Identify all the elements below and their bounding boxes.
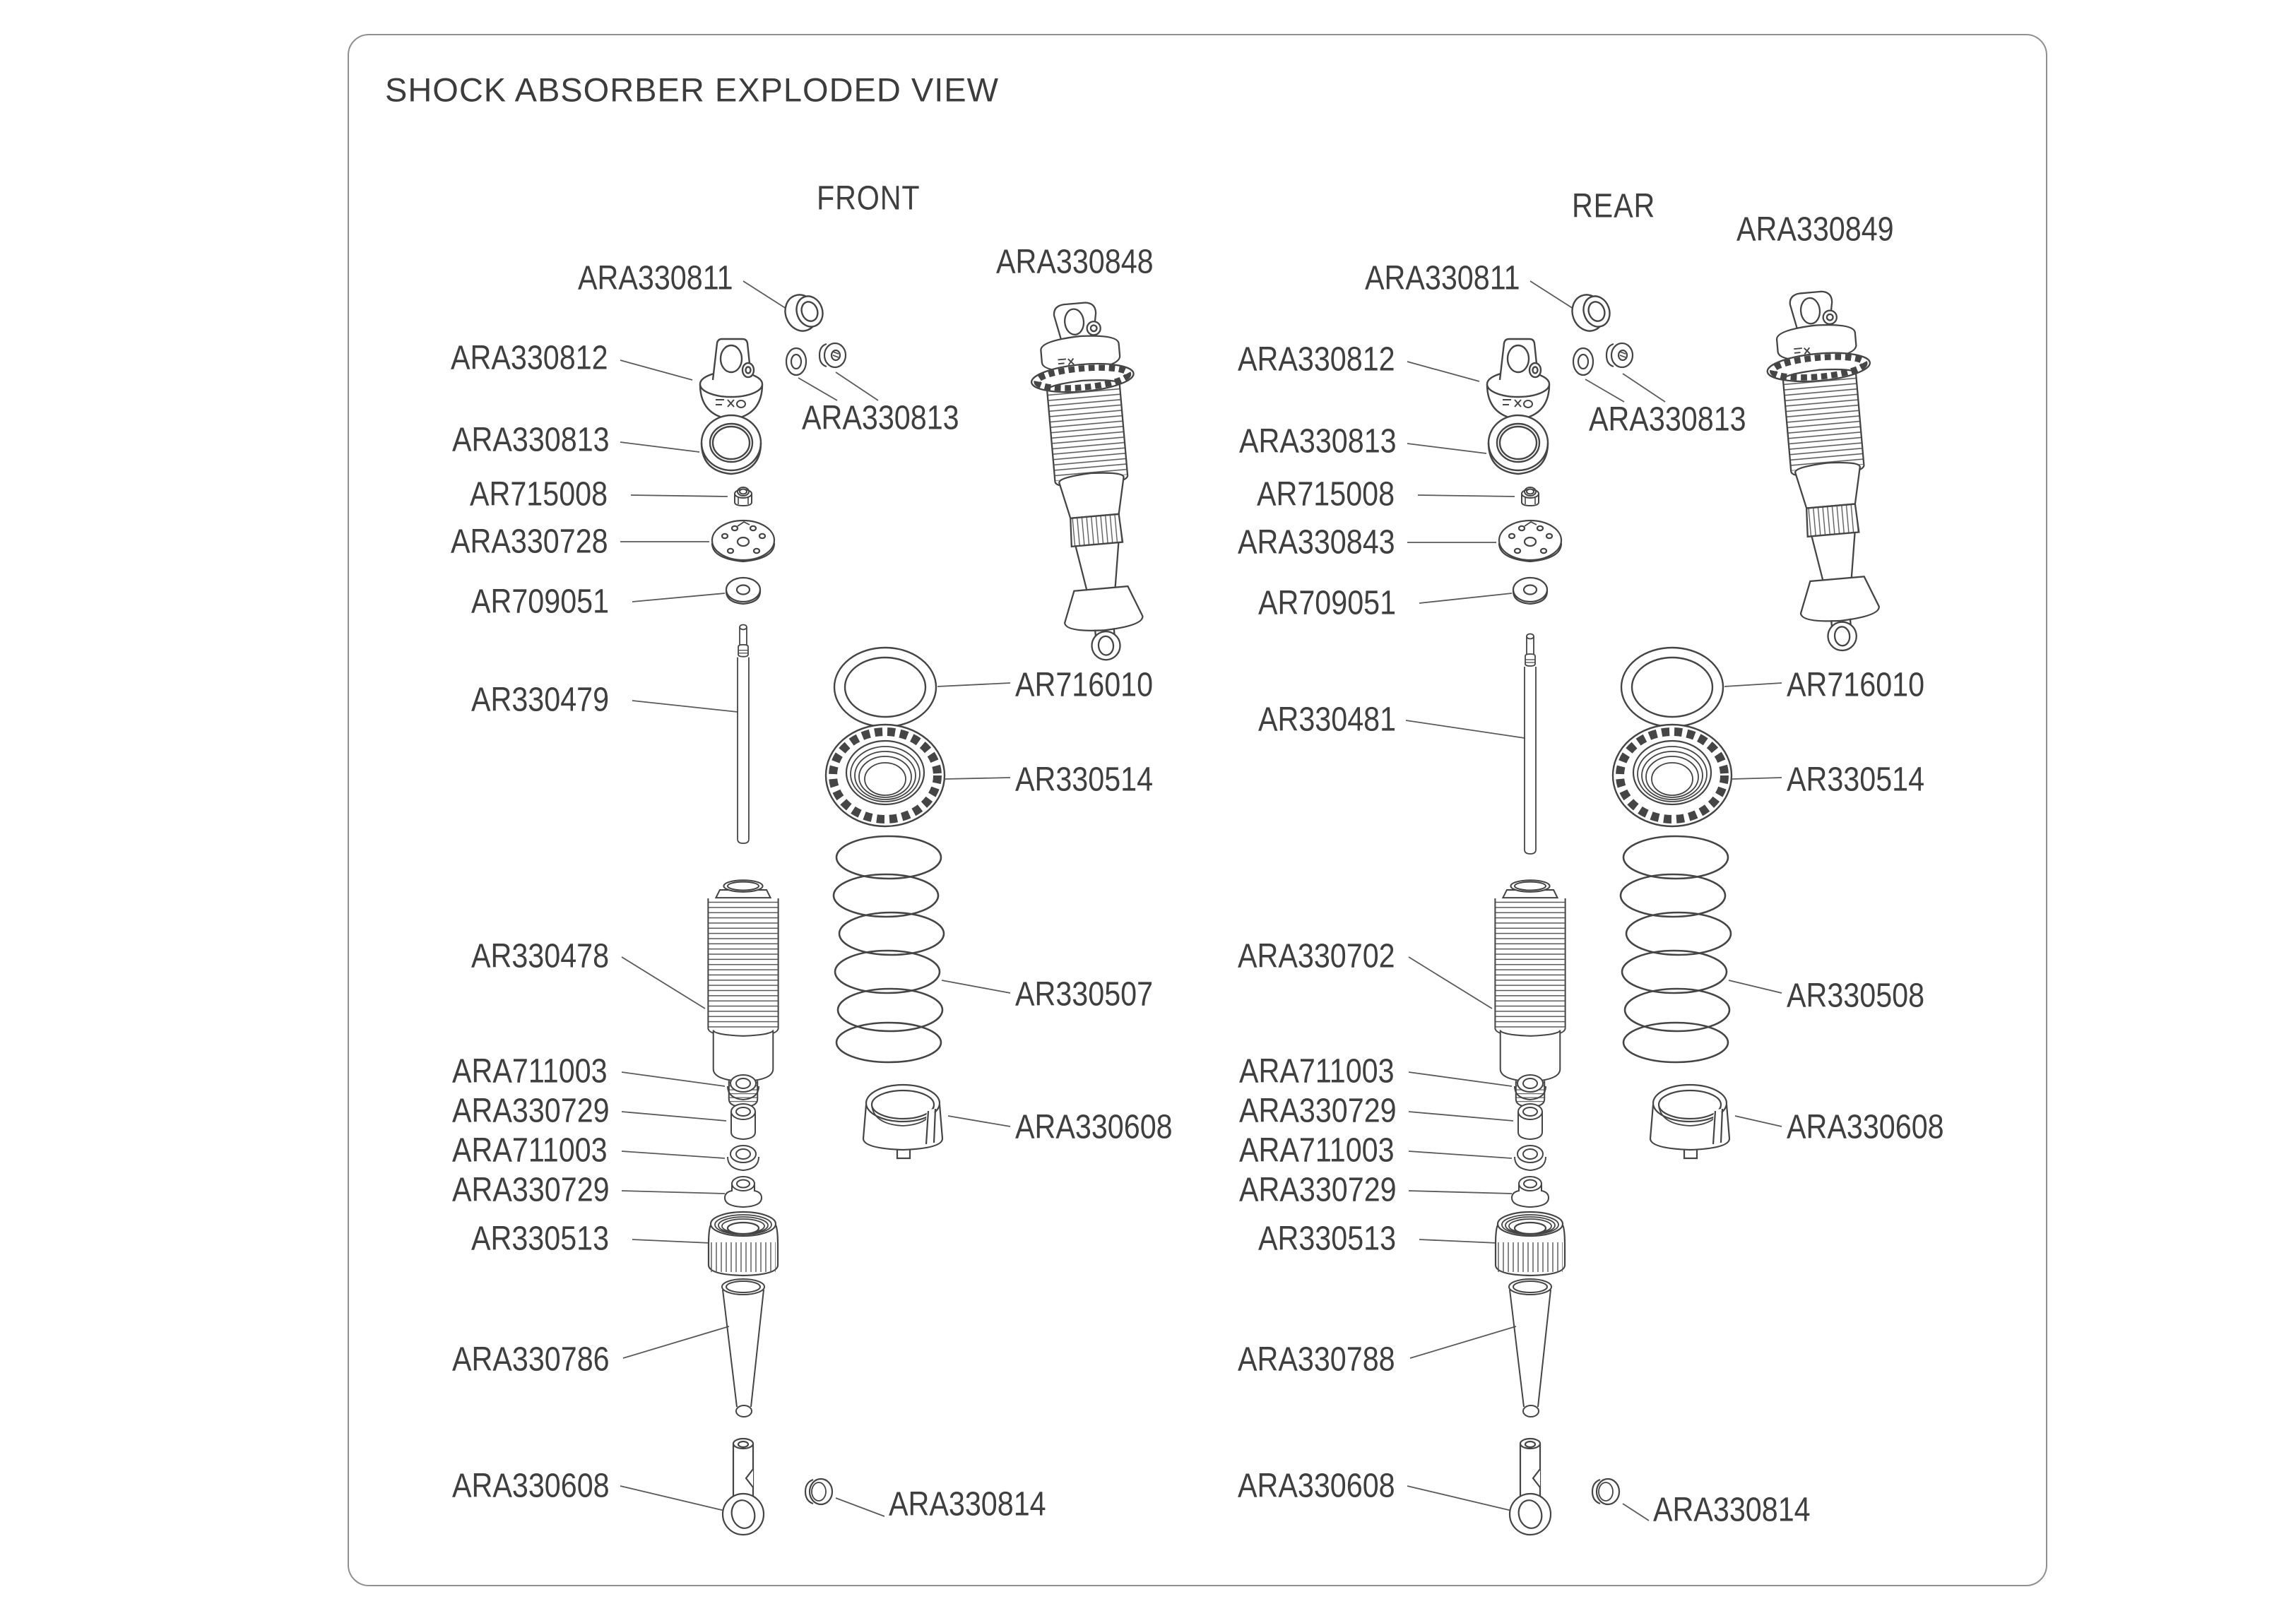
front-label-shaft-spacer-2: ARA330729 [452,1171,610,1209]
front-spring-adjuster-nut-drawing [826,725,945,826]
front-label-shaft-spacer-1: ARA330729 [452,1092,610,1130]
front-cap-screw-drawing [819,343,846,367]
rear-shaft-washer-2-drawing [1515,1146,1546,1170]
rear-label-o-ring: AR716010 [1787,666,1925,704]
front-shaft-spacer-2-drawing [725,1177,762,1207]
rear-label-shaft-spacer-1: ARA330729 [1239,1092,1397,1130]
rear-spring-cup-drawing [1650,1085,1729,1158]
rear-label-spring-cup: ARA330608 [1787,1108,1944,1146]
front-assembled-shock-drawing [1025,299,1159,664]
front-spring-cup-drawing [863,1085,942,1158]
rear-shock-piston-drawing [1499,521,1561,561]
rear-label-rod-end: ARA330608 [1238,1467,1395,1505]
front-label-pivot-ball: ARA330814 [889,1485,1046,1523]
front-label-shock-shaft: AR330479 [471,681,610,719]
rear-label-spring-adjuster-nut: AR330514 [1787,761,1925,799]
front-top-bushing-drawing [780,290,827,335]
front-assembly-label: ARA330848 [996,243,1154,281]
rear-label-shock-shaft: AR330481 [1258,701,1397,739]
front-label-spring: AR330507 [1015,975,1154,1013]
front-label-piston-washer: AR709051 [471,583,610,621]
front-label-shock-boot: ARA330786 [452,1340,610,1379]
front-shock-piston-drawing [712,521,774,561]
rear-label-shock-body: ARA330702 [1238,937,1395,975]
front-label-shock-cap: ARA330812 [451,339,608,377]
rear-label-cap-washer-screw: ARA330813 [1589,400,1746,439]
rear-label-pivot-ball: ARA330814 [1653,1491,1811,1529]
leader-lines [620,281,1782,1521]
front-label-cap-washer-screw: ARA330813 [802,399,959,437]
front-label-rod-end: ARA330608 [452,1467,610,1505]
rear-label-piston-washer: AR709051 [1258,584,1397,622]
front-label-shaft-washer-1: ARA711003 [452,1052,608,1090]
rear-label-shaft-washer-2: ARA711003 [1239,1131,1395,1170]
front-label-top-bushing: ARA330811 [578,259,733,297]
rear-spring-adjuster-nut-drawing [1613,725,1732,826]
rear-shock-cap-nut-drawing [1496,1212,1565,1276]
front-label-shock-piston: ARA330728 [451,523,608,561]
front-shaft-spacer-1-drawing [731,1104,755,1139]
rear-spring-drawing [1621,836,1731,1062]
rear-assembly-label: ARA330849 [1736,210,1894,249]
front-spring-drawing [834,836,944,1062]
rear-label-shaft-washer-1: ARA711003 [1239,1052,1395,1090]
front-shock-boot-drawing [722,1279,764,1417]
front-label-spring-cup: ARA330608 [1015,1108,1173,1146]
front-label-shaft-washer-2: ARA711003 [452,1131,608,1170]
front-label-cap-seal-ring: ARA330813 [452,421,610,459]
rear-pivot-ball-drawing [1592,1479,1619,1504]
rear-shock-cap-drawing [1487,339,1549,420]
rear-section-heading: REAR [1572,187,1656,225]
rear-o-ring-drawing [1621,648,1723,727]
front-shock-cap-nut-drawing [709,1212,778,1276]
rear-label-shock-cap: ARA330812 [1238,340,1395,379]
rear-cap-screw-drawing [1606,343,1633,367]
rear-shock-body-drawing [1495,880,1565,1107]
rear-label-shock-piston: ARA330843 [1238,523,1395,561]
rear-cap-seal-ring-drawing [1489,415,1548,474]
rear-assembled-shock-drawing [1761,288,1894,655]
rear-shock-shaft-drawing [1525,634,1536,855]
rear-piston-washer-drawing [1513,578,1547,604]
front-cap-seal-ring-drawing [702,415,761,474]
rear-shaft-spacer-1-drawing [1518,1104,1542,1139]
front-label-spring-adjuster-nut: AR330514 [1015,761,1154,799]
front-rod-end-drawing [723,1439,764,1535]
front-piston-washer-drawing [726,578,760,604]
rear-shaft-spacer-2-drawing [1512,1177,1549,1207]
front-label-shock-cap-nut: AR330513 [471,1220,610,1258]
front-shock-cap-drawing [700,339,762,420]
rear-label-top-bushing: ARA330811 [1365,259,1520,297]
rear-label-shock-cap-nut: AR330513 [1258,1220,1397,1258]
front-lock-nut-drawing [735,487,752,506]
rear-rod-end-drawing [1510,1439,1551,1535]
rear-lock-nut-drawing [1522,487,1539,506]
rear-label-lock-nut: AR715008 [1257,475,1395,513]
front-shock-body-drawing [708,880,778,1107]
rear-label-spring: AR330508 [1787,977,1925,1015]
rear-cap-washer-drawing [1573,348,1593,375]
front-o-ring-drawing [834,648,936,727]
rear-label-cap-seal-ring: ARA330813 [1239,422,1397,460]
page-title: SHOCK ABSORBER EXPLODED VIEW [385,71,999,109]
rear-top-bushing-drawing [1567,290,1614,335]
front-pivot-ball-drawing [805,1479,832,1504]
front-label-o-ring: AR716010 [1015,666,1154,704]
rear-label-shaft-spacer-2: ARA330729 [1239,1171,1397,1209]
front-shock-shaft-drawing [738,624,749,843]
rear-label-shock-boot: ARA330788 [1238,1340,1395,1379]
front-section-heading: FRONT [817,179,921,218]
front-cap-washer-drawing [786,348,806,375]
front-label-lock-nut: AR715008 [470,475,608,513]
rear-shock-boot-drawing [1509,1279,1551,1417]
front-shaft-washer-2-drawing [728,1146,759,1170]
front-label-shock-body: AR330478 [471,937,610,975]
